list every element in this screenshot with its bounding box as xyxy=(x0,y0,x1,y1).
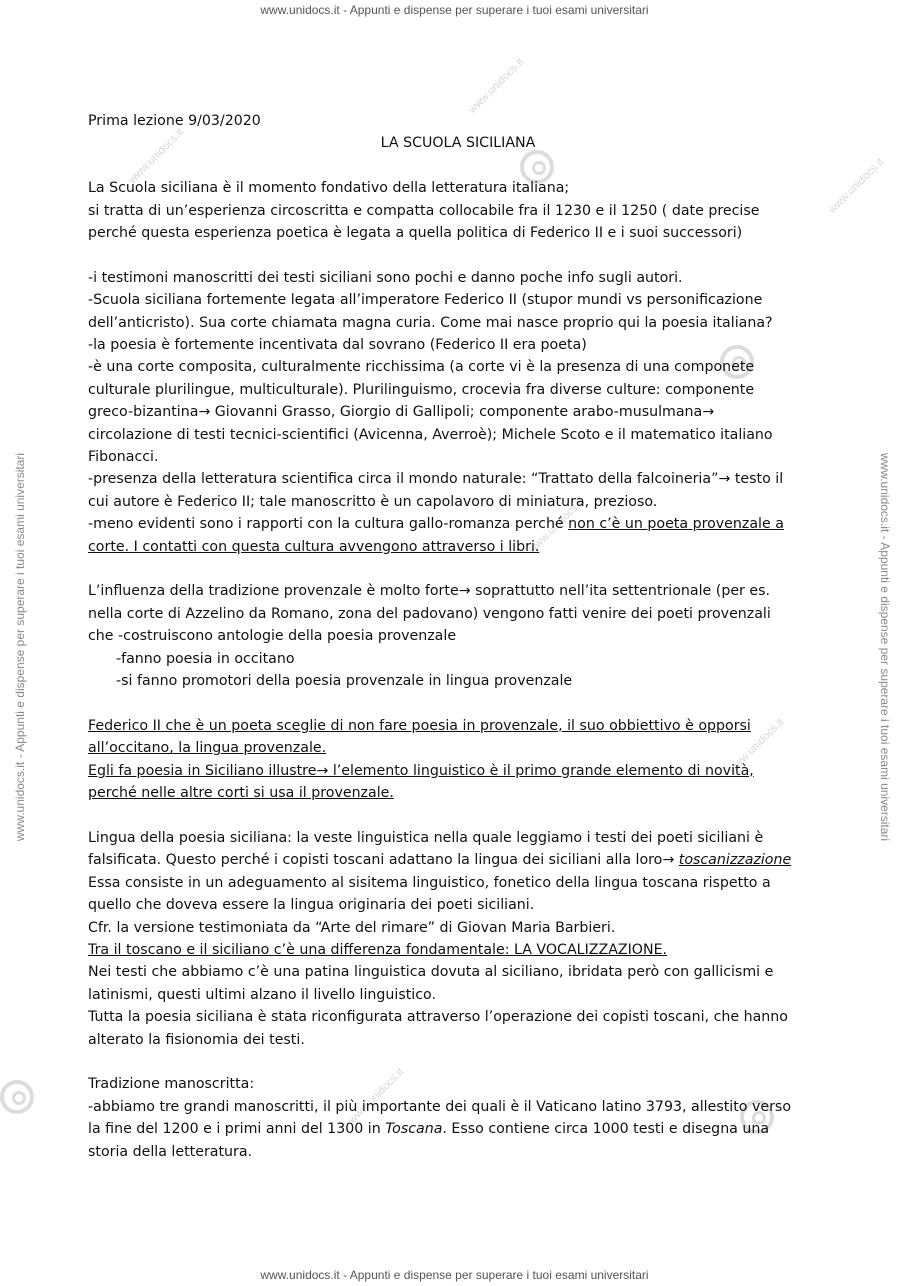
section-heading: Tradizione manoscritta: xyxy=(88,1076,255,1093)
watermark-diagonal: www.unidocs.it xyxy=(126,126,187,186)
watermark-diagonal: www.unidocs.it xyxy=(726,716,787,776)
underlined-line: Tra il toscano e il siciliano c’è una differenza fondamentale: LA VOCALIZZAZIONE. xyxy=(88,941,668,958)
paragraph-line: che -costruiscono antologie della poesia provenzale xyxy=(88,628,457,645)
paragraph-line: -i testimoni manoscritti dei testi siciliani sono pochi e danno poche info sugli autori. xyxy=(88,269,683,286)
underlined-line: corte. I contatti con questa cultura avvengono attraverso i libri. xyxy=(88,538,540,555)
document-title: LA SCUOLA SICILIANA xyxy=(380,135,536,152)
paragraph-line: greco-bizantina→ Giovanni Grasso, Giorgio di Gallipoli; componente arabo-musulmana→ xyxy=(88,404,715,421)
paragraph-line: latinismi, questi ultimi alzano il livello linguistico. xyxy=(88,986,436,1003)
paragraph-line: dell’anticristo). Sua corte chiamata magna curia. Come mai nasce proprio qui la poesia italiana? xyxy=(88,314,773,331)
text-run: la fine del 1200 e i primi anni del 1300 in xyxy=(88,1121,386,1138)
underlined-line: Egli fa poesia in Siciliano illustre→ l’elemento linguistico è il primo grande elemento di novità, xyxy=(88,762,754,779)
watermark-diagonal: www.unidocs.it xyxy=(826,156,887,216)
paragraph-line: -presenza della letteratura scientifica circa il mondo naturale: “Trattato della falcoineria”→ testo il xyxy=(88,471,784,488)
underlined-line: all’occitano, la lingua provenzale. xyxy=(88,740,327,757)
text-run: . Esso contiene circa 1000 testi e disegna una xyxy=(442,1121,770,1138)
paragraph-line: circolazione di testi tecnici-scientifici (Avicenna, Averroè); Michele Scoto e il matematico italiano xyxy=(88,426,773,443)
paragraph-line: -Scuola siciliana fortemente legata all’imperatore Federico II (stupor mundi vs personificazione xyxy=(88,292,763,309)
paragraph-line: quello che doveva essere la lingua originaria dei poeti siciliani. xyxy=(88,897,535,914)
paragraph-line: -la poesia è fortemente incentivata dal sovrano (Federico II era poeta) xyxy=(88,337,587,354)
paragraph-line: Essa consiste in un adeguamento al sisitema linguistico, fonetico della lingua toscana rispetto a xyxy=(88,874,771,891)
paragraph-line: nella corte di Azzelino da Romano, zona del padovano) vengono fatti venire dei poeti provenzali xyxy=(88,605,771,622)
document-page xyxy=(88,110,828,1163)
paragraph-line xyxy=(88,513,828,535)
paragraph-line: perché questa esperienza poetica è legata a quella politica di Federico II e i suoi successori) xyxy=(88,225,743,242)
underlined-text: non c’è un poeta provenzale a xyxy=(568,516,784,533)
paragraph-line: si tratta di un’esperienza circoscritta e compatta collocabile fra il 1230 e il 1250 ( date precise xyxy=(88,202,760,219)
paragraph-line: cui autore è Federico II; tale manoscritto è un capolavoro di miniatura, prezioso. xyxy=(88,493,658,510)
indented-line: -si fanno promotori della poesia provenzale in lingua provenzale xyxy=(116,673,573,690)
paragraph-line: Tutta la poesia siciliana è stata riconfigurata attraverso l’operazione dei copisti toscani, che hanno xyxy=(88,1009,788,1026)
italic-term: Toscana xyxy=(385,1121,443,1138)
paragraph-line: Cfr. la versione testimoniata da “Arte del rimare” di Giovan Maria Barbieri. xyxy=(88,919,616,936)
paragraph-line: L’influenza della tradizione provenzale è molto forte→ soprattutto nell’ita settentrionale (per es. xyxy=(88,583,771,600)
watermark-diagonal: www.unidocs.it xyxy=(346,1066,407,1126)
watermark-diagonal: www.unidocs.it xyxy=(526,496,587,556)
paragraph-line: alterato la fisionomia dei testi. xyxy=(88,1031,305,1048)
paragraph-line: -abbiamo tre grandi manoscritti, il più importante dei quali è il Vaticano latino 3793, allestito verso xyxy=(88,1098,792,1115)
paragraph-line: Lingua della poesia siciliana: la veste linguistica nella quale leggiamo i testi dei poeti siciliani è xyxy=(88,829,764,846)
text-run: falsificata. Questo perché i copisti toscani adattano la lingua dei siciliani alla loro→ xyxy=(88,852,679,869)
paragraph-line: culturale plurilingue, multiculturale). Plurilinguismo, crocevia fra diverse culture: componente xyxy=(88,381,755,398)
italic-term: toscanizzazione xyxy=(678,852,792,869)
watermark-diagonal: www.unidocs.it xyxy=(466,56,527,116)
lesson-date: Prima lezione 9/03/2020 xyxy=(88,113,261,129)
paragraph-line xyxy=(88,849,828,871)
paragraph-line: Nei testi che abbiamo c’è una patina linguistica dovuta al siciliano, ibridata però con gallicismi e xyxy=(88,964,774,981)
underlined-line: perché nelle altre corti si usa il provenzale. xyxy=(88,785,394,802)
unidocs-logo-watermark xyxy=(0,1080,34,1114)
paragraph-line xyxy=(88,1118,828,1140)
paragraph-line: Fibonacci. xyxy=(88,449,159,466)
indented-line: -fanno poesia in occitano xyxy=(116,650,295,667)
watermark-side-left: www.unidocs.it - Appunti e dispense per superare i tuoi esami universitari xyxy=(13,452,27,842)
watermark-footer[interactable]: www.unidocs.it - Appunti e dispense per superare i tuoi esami universitari xyxy=(260,1268,649,1282)
watermark-header[interactable]: www.unidocs.it - Appunti e dispense per superare i tuoi esami universitari xyxy=(260,3,649,17)
text-run: -meno evidenti sono i rapporti con la cultura gallo-romanza perché xyxy=(88,516,569,533)
paragraph-line: -è una corte composita, culturalmente ricchissima (a corte vi è la presenza di una componete xyxy=(88,359,755,376)
paragraph-line: La Scuola siciliana è il momento fondativo della letteratura italiana; xyxy=(88,180,570,197)
watermark-side-right: www.unidocs.it - Appunti e dispense per superare i tuoi esami universitari xyxy=(878,452,892,842)
underlined-line: Federico II che è un poeta sceglie di non fare poesia in provenzale, il suo obbiettivo è opporsi xyxy=(88,717,751,734)
paragraph-line: storia della letteratura. xyxy=(88,1143,253,1160)
